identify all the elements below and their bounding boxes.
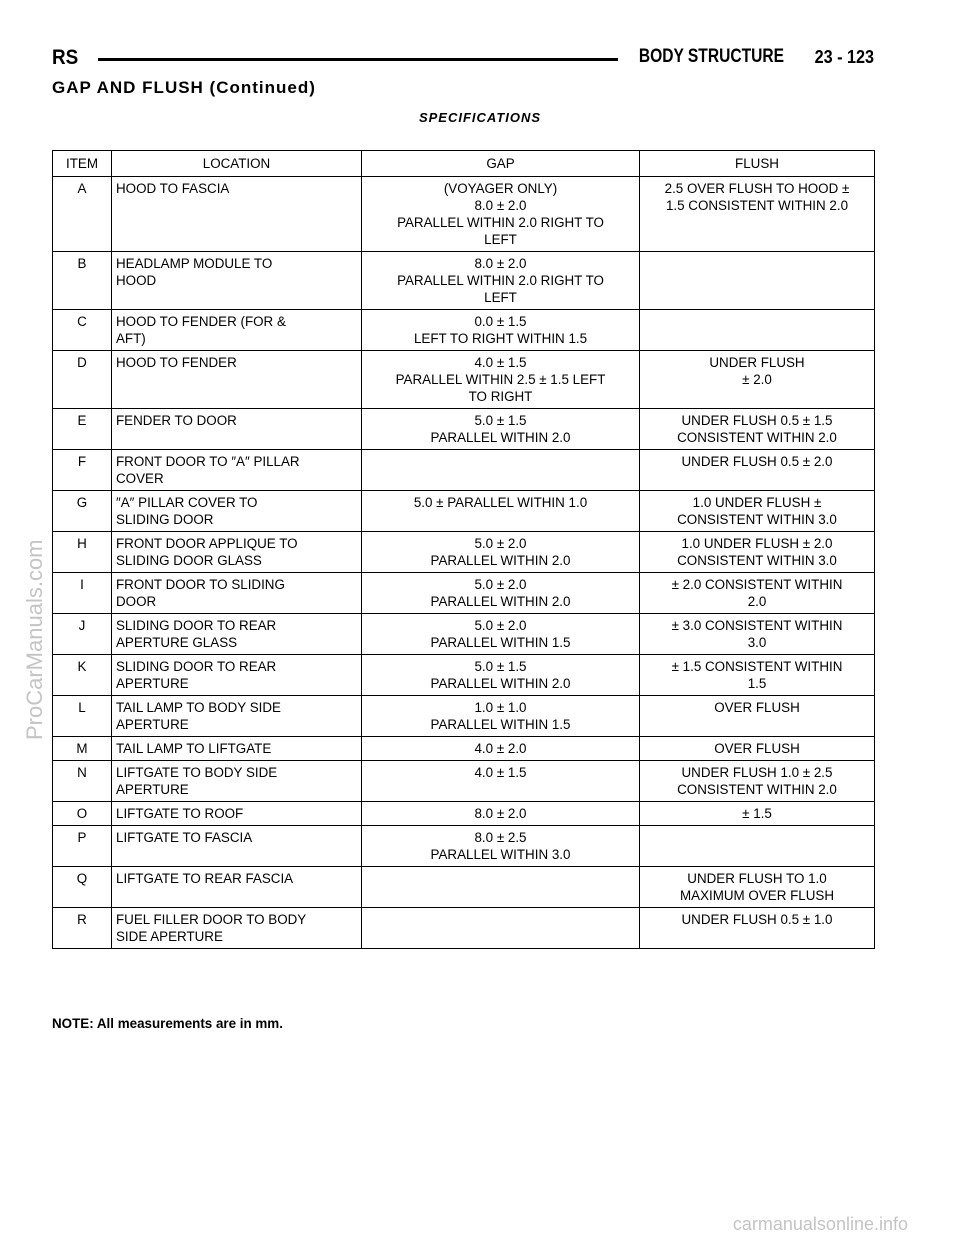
cell-gap: 5.0 ± 2.0 PARALLEL WITHIN 1.5 <box>362 614 640 655</box>
cell-flush: UNDER FLUSH 0.5 ± 1.0 <box>640 908 875 949</box>
cell-item: H <box>53 532 112 573</box>
side-watermark: ProCarManuals.com <box>22 539 47 740</box>
cell-location: FENDER TO DOOR <box>112 409 362 450</box>
table-row <box>53 737 875 761</box>
cell-gap: 8.0 ± 2.0 <box>362 802 640 826</box>
cell-flush: 2.5 OVER FLUSH TO HOOD ± 1.5 CONSISTENT WITHIN 2.0 <box>640 177 875 252</box>
cell-flush: ± 1.5 CONSISTENT WITHIN 1.5 <box>640 655 875 696</box>
header-chapter-title: BODY STRUCTURE <box>638 46 784 67</box>
cell-flush <box>640 310 875 351</box>
cell-gap <box>362 867 640 908</box>
cell-flush: 1.0 UNDER FLUSH ± CONSISTENT WITHIN 3.0 <box>640 491 875 532</box>
table-row <box>53 491 875 532</box>
cell-item: Q <box>53 867 112 908</box>
measurement-note: NOTE: All measurements are in mm. <box>52 1016 283 1031</box>
table-row <box>53 252 875 310</box>
cell-flush: ± 2.0 CONSISTENT WITHIN 2.0 <box>640 573 875 614</box>
cell-location: LIFTGATE TO ROOF <box>112 802 362 826</box>
specifications-caption: SPECIFICATIONS <box>418 110 542 125</box>
cell-location: SLIDING DOOR TO REAR APERTURE GLASS <box>112 614 362 655</box>
column-header-flush: FLUSH <box>640 151 875 177</box>
cell-flush: UNDER FLUSH 0.5 ± 2.0 <box>640 450 875 491</box>
cell-item: A <box>53 177 112 252</box>
cell-gap: 5.0 ± PARALLEL WITHIN 1.0 <box>362 491 640 532</box>
cell-flush: OVER FLUSH <box>640 737 875 761</box>
cell-item: C <box>53 310 112 351</box>
cell-gap <box>362 450 640 491</box>
table-row <box>53 614 875 655</box>
cell-location: LIFTGATE TO REAR FASCIA <box>112 867 362 908</box>
cell-location: FRONT DOOR APPLIQUE TO SLIDING DOOR GLASS <box>112 532 362 573</box>
table-row <box>53 177 875 252</box>
table-row <box>53 310 875 351</box>
cell-location: FUEL FILLER DOOR TO BODY SIDE APERTURE <box>112 908 362 949</box>
cell-gap: 5.0 ± 1.5 PARALLEL WITHIN 2.0 <box>362 409 640 450</box>
page-header <box>52 44 874 74</box>
table-row <box>53 696 875 737</box>
cell-location: ″A″ PILLAR COVER TO SLIDING DOOR <box>112 491 362 532</box>
cell-flush: ± 1.5 <box>640 802 875 826</box>
cell-flush: UNDER FLUSH 1.0 ± 2.5 CONSISTENT WITHIN 2.0 <box>640 761 875 802</box>
cell-location: LIFTGATE TO FASCIA <box>112 826 362 867</box>
table-row <box>53 908 875 949</box>
cell-gap: 5.0 ± 2.0 PARALLEL WITHIN 2.0 <box>362 532 640 573</box>
cell-location: HOOD TO FASCIA <box>112 177 362 252</box>
table-row <box>53 761 875 802</box>
cell-item: I <box>53 573 112 614</box>
cell-flush: UNDER FLUSH 0.5 ± 1.5 CONSISTENT WITHIN 2.0 <box>640 409 875 450</box>
cell-gap: 1.0 ± 1.0 PARALLEL WITHIN 1.5 <box>362 696 640 737</box>
table-row <box>53 532 875 573</box>
cell-item: N <box>53 761 112 802</box>
cell-location: HEADLAMP MODULE TO HOOD <box>112 252 362 310</box>
cell-location: FRONT DOOR TO ″A″ PILLAR COVER <box>112 450 362 491</box>
cell-flush: ± 3.0 CONSISTENT WITHIN 3.0 <box>640 614 875 655</box>
cell-item: B <box>53 252 112 310</box>
cell-flush: OVER FLUSH <box>640 696 875 737</box>
cell-item: P <box>53 826 112 867</box>
section-title: GAP AND FLUSH (Continued) <box>52 78 316 97</box>
cell-item: J <box>53 614 112 655</box>
specifications-table <box>52 150 875 949</box>
cell-item: E <box>53 409 112 450</box>
cell-location: HOOD TO FENDER (FOR & AFT) <box>112 310 362 351</box>
cell-gap <box>362 908 640 949</box>
table-row <box>53 802 875 826</box>
header-page-number: 23 - 123 <box>814 47 874 67</box>
cell-item: F <box>53 450 112 491</box>
table-row <box>53 867 875 908</box>
cell-item: D <box>53 351 112 409</box>
cell-location: HOOD TO FENDER <box>112 351 362 409</box>
table-row <box>53 655 875 696</box>
table-row <box>53 826 875 867</box>
cell-gap: (VOYAGER ONLY) 8.0 ± 2.0 PARALLEL WITHIN 2.0 RIGHT TO LEFT <box>362 177 640 252</box>
cell-location: FRONT DOOR TO SLIDING DOOR <box>112 573 362 614</box>
cell-location: LIFTGATE TO BODY SIDE APERTURE <box>112 761 362 802</box>
table-row <box>53 351 875 409</box>
column-header-gap: GAP <box>362 151 640 177</box>
cell-gap: 5.0 ± 1.5 PARALLEL WITHIN 2.0 <box>362 655 640 696</box>
table-body <box>53 177 875 949</box>
cell-flush: UNDER FLUSH TO 1.0 MAXIMUM OVER FLUSH <box>640 867 875 908</box>
cell-item: L <box>53 696 112 737</box>
cell-gap: 0.0 ± 1.5 LEFT TO RIGHT WITHIN 1.5 <box>362 310 640 351</box>
cell-gap: 8.0 ± 2.0 PARALLEL WITHIN 2.0 RIGHT TO LEFT <box>362 252 640 310</box>
bottom-watermark: carmanualsonline.info <box>732 1214 908 1234</box>
cell-item: K <box>53 655 112 696</box>
cell-flush: UNDER FLUSH ± 2.0 <box>640 351 875 409</box>
cell-gap: 4.0 ± 1.5 PARALLEL WITHIN 2.5 ± 1.5 LEFT TO RIGHT <box>362 351 640 409</box>
column-header-item: ITEM <box>53 151 112 177</box>
table-header-row <box>53 151 875 177</box>
cell-flush <box>640 252 875 310</box>
table-row <box>53 450 875 491</box>
cell-flush: 1.0 UNDER FLUSH ± 2.0 CONSISTENT WITHIN 3.0 <box>640 532 875 573</box>
table-row <box>53 573 875 614</box>
cell-item: R <box>53 908 112 949</box>
header-rule <box>98 58 618 61</box>
cell-item: O <box>53 802 112 826</box>
cell-gap: 5.0 ± 2.0 PARALLEL WITHIN 2.0 <box>362 573 640 614</box>
cell-gap: 8.0 ± 2.5 PARALLEL WITHIN 3.0 <box>362 826 640 867</box>
table-row <box>53 409 875 450</box>
column-header-location: LOCATION <box>112 151 362 177</box>
cell-gap: 4.0 ± 1.5 <box>362 761 640 802</box>
cell-item: M <box>53 737 112 761</box>
cell-gap: 4.0 ± 2.0 <box>362 737 640 761</box>
cell-flush <box>640 826 875 867</box>
cell-location: SLIDING DOOR TO REAR APERTURE <box>112 655 362 696</box>
header-section-code: RS <box>52 46 79 69</box>
cell-location: TAIL LAMP TO BODY SIDE APERTURE <box>112 696 362 737</box>
cell-item: G <box>53 491 112 532</box>
cell-location: TAIL LAMP TO LIFTGATE <box>112 737 362 761</box>
